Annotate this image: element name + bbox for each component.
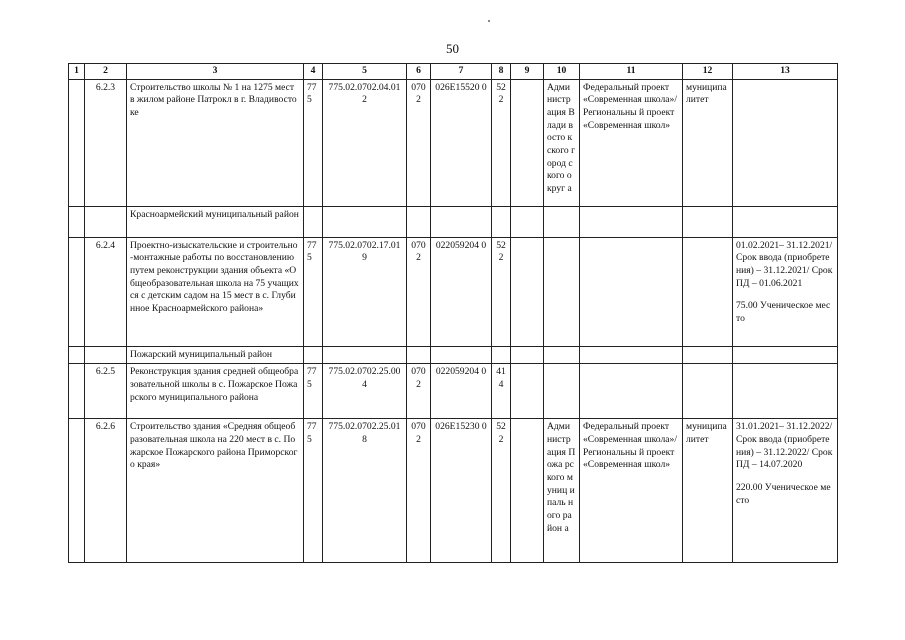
header-row — [69, 64, 838, 80]
cell-terms — [733, 79, 838, 206]
cell-id: 775.02.0702.25.01 8 — [323, 419, 407, 563]
table-row — [69, 364, 838, 419]
cell-project — [580, 364, 683, 419]
cell-ownership — [683, 364, 733, 419]
col-header: 4 — [304, 64, 323, 80]
col-header: 2 — [85, 64, 127, 80]
cell-title: Строительство школы № 1 на 1275 мест в жилом районе Патрокл в г. Владивостоке — [127, 79, 304, 206]
cell-grbs: 775 — [304, 237, 323, 346]
cell-customer — [544, 237, 580, 346]
cell-target: 022059204 0 — [431, 364, 492, 419]
cell-code: 6.2.6 — [85, 419, 127, 563]
district-name: Красноармейский муниципальный район — [127, 206, 304, 237]
cell-num — [69, 79, 85, 206]
col-header: 12 — [683, 64, 733, 80]
col-header: 8 — [492, 64, 511, 80]
col-header: 5 — [323, 64, 407, 80]
cell-project: Федеральный проект «Современная школа»/Региональны й проект «Современная школ» — [580, 79, 683, 206]
cell-grbs: 775 — [304, 79, 323, 206]
cell-customer — [544, 364, 580, 419]
table-row — [69, 419, 838, 563]
col-header: 6 — [407, 64, 431, 80]
terms-dates: 31.01.2021– 31.12.2022/ Срок ввода (приобретения) – 31.12.2022/ Срок ПД – 14.07.2020 — [736, 421, 833, 471]
table-row — [69, 79, 838, 206]
cell-ownership — [683, 237, 733, 346]
cell-terms — [733, 364, 838, 419]
cell-id: 775.02.0702.04.01 2 — [323, 79, 407, 206]
cell-section: 070 2 — [407, 364, 431, 419]
cell-project: Федеральный проект «Современная школа»/Региональны й проект «Современная школ» — [580, 419, 683, 563]
scan-speck — [488, 20, 490, 22]
district-row — [69, 346, 838, 364]
page-number: 50 — [446, 41, 459, 56]
cell-customer: Адми нистр ация Влади восто кского город ского округ а — [544, 79, 580, 206]
cell-grbs: 775 — [304, 419, 323, 563]
col-header: 11 — [580, 64, 683, 80]
cell-title: Реконструкция здания средней общеобразовательной школы в с. Пожарское Пожарского муниципального района — [127, 364, 304, 419]
district-name: Пожарский муниципальный район — [127, 346, 304, 364]
cell-type: 52 2 — [492, 419, 511, 563]
cell-title: Строительство здания «Средняя общеобразовательная школа на 220 мест в с. Пожарское Пожарского района Приморского края» — [127, 419, 304, 563]
cell-type: 52 2 — [492, 79, 511, 206]
district-row — [69, 206, 838, 237]
terms-dates: 01.02.2021– 31.12.2021/ Срок ввода (приобретения) – 31.12.2021/ Срок ПД – 01.06.2021 — [736, 239, 833, 289]
cell-empty — [511, 419, 544, 563]
cell-code: 6.2.4 — [85, 237, 127, 346]
cell-ownership: муниципа литет — [683, 79, 733, 206]
cell-project — [580, 237, 683, 346]
cell-num — [69, 419, 85, 563]
cell-id: 775.02.0702.17.01 9 — [323, 237, 407, 346]
terms-capacity: 220.00 Ученическое место — [736, 481, 831, 506]
cell-section: 070 2 — [407, 79, 431, 206]
col-header: 10 — [544, 64, 580, 80]
cell-target: 026E15520 0 — [431, 79, 492, 206]
cell-empty — [511, 237, 544, 346]
cell-code: 6.2.3 — [85, 79, 127, 206]
col-header: 3 — [127, 64, 304, 80]
budget-table — [68, 63, 838, 563]
table-row — [69, 237, 838, 346]
cell-target: 022059204 0 — [431, 237, 492, 346]
terms-capacity: 75.00 Ученическое место — [736, 300, 831, 324]
cell-title: Проектно-изыскательские и строительно-монтажные работы по восстановлению путем реконструкции здания объекта «Общеобразовательная школа на 75 учащихся с детским садом на 15 мест в с. Глубинное Красноармейского района» — [127, 237, 304, 346]
cell-grbs: 775 — [304, 364, 323, 419]
cell-section: 070 2 — [407, 419, 431, 563]
cell-code: 6.2.5 — [85, 364, 127, 419]
cell-customer: Адми нистр ация Пожа рского муниц ипаль ного район а — [544, 419, 580, 563]
cell-target: 026E15230 0 — [431, 419, 492, 563]
cell-ownership: муниципа литет — [683, 419, 733, 563]
cell-type: 52 2 — [492, 237, 511, 346]
cell-type: 41 4 — [492, 364, 511, 419]
col-header: 13 — [733, 64, 838, 80]
cell-id: 775.02.0702.25.00 4 — [323, 364, 407, 419]
col-header: 7 — [431, 64, 492, 80]
col-header: 9 — [511, 64, 544, 80]
cell-section: 070 2 — [407, 237, 431, 346]
cell-terms — [733, 419, 838, 563]
cell-terms — [733, 237, 838, 346]
cell-num — [69, 364, 85, 419]
cell-num — [69, 237, 85, 346]
cell-empty — [511, 79, 544, 206]
col-header: 1 — [69, 64, 85, 80]
cell-empty — [511, 364, 544, 419]
